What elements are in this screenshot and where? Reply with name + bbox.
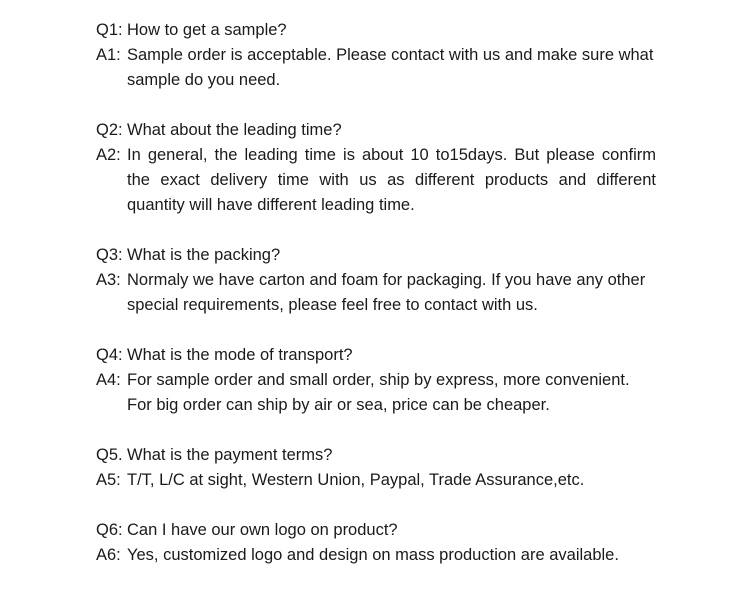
question-row bbox=[96, 243, 656, 268]
answer-row bbox=[96, 468, 656, 493]
answer-row bbox=[96, 368, 656, 418]
answer-row bbox=[96, 143, 656, 218]
answer-line: For sample order and small order, ship by express, more convenient. bbox=[127, 371, 630, 389]
answer-line: Sample order is acceptable. Please contact with us and make sure what bbox=[127, 46, 654, 64]
answer-row bbox=[96, 543, 656, 568]
question-label: Q1: bbox=[96, 21, 123, 39]
faq-item-4 bbox=[96, 343, 656, 418]
answer-line: sample do you need. bbox=[127, 71, 281, 89]
question-row bbox=[96, 343, 656, 368]
answer-label: A3: bbox=[96, 271, 121, 289]
answer-text bbox=[127, 268, 656, 318]
faq-item-3 bbox=[96, 243, 656, 318]
faq-item-6 bbox=[96, 518, 656, 568]
faq-item-1 bbox=[96, 18, 656, 93]
answer-text bbox=[127, 43, 656, 93]
answer-line: T/T, L/C at sight, Western Union, Paypal, Trade Assurance,etc. bbox=[127, 471, 585, 489]
answer-label: A2: bbox=[96, 146, 121, 164]
question-text: Can I have our own logo on product? bbox=[127, 521, 398, 539]
question-text: What is the payment terms? bbox=[127, 446, 333, 464]
faq-item-2 bbox=[96, 118, 656, 218]
question-label: Q4: bbox=[96, 346, 123, 364]
question-text: What is the mode of transport? bbox=[127, 346, 353, 364]
question-row bbox=[96, 118, 656, 143]
question-text: What about the leading time? bbox=[127, 121, 342, 139]
answer-line: special requirements, please feel free to contact with us. bbox=[127, 296, 538, 314]
faq-item-5 bbox=[96, 443, 656, 493]
answer-text bbox=[127, 368, 656, 418]
answer-text bbox=[127, 468, 656, 493]
question-text: How to get a sample? bbox=[127, 21, 287, 39]
answer-line: For big order can ship by air or sea, price can be cheaper. bbox=[127, 396, 550, 414]
answer-row bbox=[96, 268, 656, 318]
question-row bbox=[96, 18, 656, 43]
answer-line: Yes, customized logo and design on mass production are available. bbox=[127, 546, 619, 564]
answer-label: A5: bbox=[96, 471, 121, 489]
answer-text: In general, the leading time is about 10 to15days. But please confirm the exact delivery time with us as different products and different quantity will have different leading time. bbox=[127, 146, 656, 214]
answer-label: A4: bbox=[96, 371, 121, 389]
answer-text bbox=[127, 543, 656, 568]
question-row bbox=[96, 518, 656, 543]
question-label: Q5. bbox=[96, 446, 123, 464]
question-label: Q2: bbox=[96, 121, 123, 139]
answer-line: Normaly we have carton and foam for packaging. If you have any other bbox=[127, 271, 646, 289]
question-label: Q3: bbox=[96, 246, 123, 264]
question-label: Q6: bbox=[96, 521, 123, 539]
question-row bbox=[96, 443, 656, 468]
faq-list bbox=[96, 18, 656, 593]
answer-label: A1: bbox=[96, 46, 121, 64]
answer-label: A6: bbox=[96, 546, 121, 564]
answer-row bbox=[96, 43, 656, 93]
question-text: What is the packing? bbox=[127, 246, 281, 264]
